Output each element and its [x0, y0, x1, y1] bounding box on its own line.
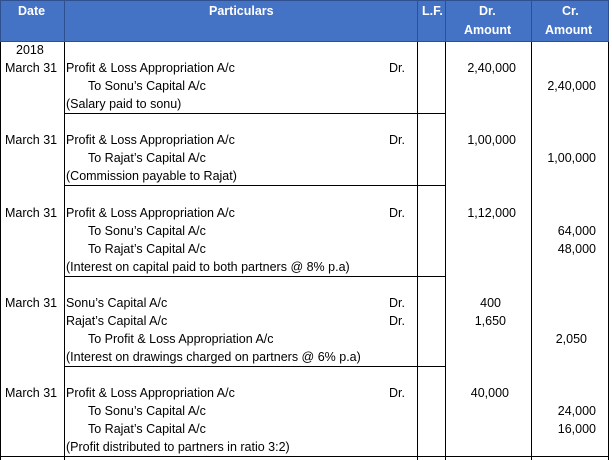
- dr-amount: 400: [480, 296, 501, 310]
- border-lf: [445, 42, 446, 460]
- entry-debit-account: Profit & Loss Appropriation A/c: [66, 61, 235, 75]
- dr-amount: 1,12,000: [467, 206, 516, 220]
- dr-mark: Dr.: [389, 133, 405, 147]
- entry-debit-account: Sonu’s Capital A/c: [66, 296, 168, 310]
- entry-debit-account: Profit & Loss Appropriation A/c: [66, 386, 235, 400]
- entry-narration: (Commission payable to Rajat): [66, 169, 237, 183]
- entry-debit-account: Profit & Loss Appropriation A/c: [66, 206, 235, 220]
- dr-amount: 40,000: [470, 386, 509, 400]
- border-left: [0, 42, 1, 460]
- dr-mark: Dr.: [389, 386, 405, 400]
- dr-amount: 1,00,000: [467, 133, 516, 147]
- dr-mark: Dr.: [389, 61, 405, 75]
- header-cr: Cr.: [562, 4, 579, 18]
- entry-date: March 31: [5, 133, 58, 147]
- entry-narration: (Salary paid to sonu): [66, 97, 182, 111]
- entry-separator: [64, 276, 445, 277]
- entry-date: March 31: [5, 61, 58, 75]
- header-particulars-cell: [64, 0, 418, 42]
- header-cr-amount: Amount: [545, 23, 593, 37]
- entry-credit-account: To Sonu’s Capital A/c: [88, 224, 206, 238]
- border-dr: [531, 42, 532, 460]
- entry-credit-account: To Sonu’s Capital A/c: [88, 79, 206, 93]
- dr-mark: Dr.: [389, 314, 405, 328]
- entry-narration: (Interest on drawings charged on partners @ 6% p.a): [66, 350, 361, 364]
- cr-amount: 24,000: [557, 404, 596, 418]
- cr-amount: 2,40,000: [547, 79, 596, 93]
- cr-amount: 16,000: [557, 422, 596, 436]
- header-lf: L.F.: [422, 4, 443, 18]
- entry-credit-account: To Rajat’s Capital A/c: [88, 151, 206, 165]
- entry-debit-account: Rajat’s Capital A/c: [66, 314, 168, 328]
- header-date: Date: [18, 4, 46, 18]
- entry-narration: (Profit distributed to partners in ratio 3:2): [66, 440, 290, 454]
- entry-credit-account: To Rajat’s Capital A/c: [88, 422, 206, 436]
- cr-amount: 1,00,000: [547, 151, 596, 165]
- entry-separator: [64, 185, 445, 186]
- header-dr: Dr.: [479, 4, 496, 18]
- entry-date: March 31: [5, 386, 58, 400]
- entry-credit-account: To Sonu’s Capital A/c: [88, 404, 206, 418]
- border-particulars: [417, 42, 418, 460]
- dr-amount: 2,40,000: [467, 61, 516, 75]
- header-dr-amount: Amount: [464, 23, 512, 37]
- dr-amount: 1,650: [474, 314, 506, 328]
- border-date: [64, 42, 65, 460]
- cr-amount: 64,000: [557, 224, 596, 238]
- entry-date: March 31: [5, 206, 58, 220]
- entry-date: March 31: [5, 296, 58, 310]
- entry-credit-account: To Rajat’s Capital A/c: [88, 242, 206, 256]
- cr-amount: 2,050: [555, 332, 587, 346]
- entry-debit-account: Profit & Loss Appropriation A/c: [66, 133, 235, 147]
- border-bottom: [0, 456, 609, 457]
- entry-separator: [64, 366, 445, 367]
- header-dr-cell: [445, 0, 532, 42]
- entry-separator: [64, 113, 445, 114]
- dr-mark: Dr.: [389, 296, 405, 310]
- cr-amount: 48,000: [557, 242, 596, 256]
- border-right: [608, 42, 609, 460]
- header-date-cell: [0, 0, 65, 42]
- header-particulars: Particulars: [209, 4, 274, 18]
- entry-narration: (Interest on capital paid to both partners @ 8% p.a): [66, 260, 350, 274]
- entry-credit-account: To Profit & Loss Appropriation A/c: [88, 332, 274, 346]
- dr-mark: Dr.: [389, 206, 405, 220]
- year-label: 2018: [16, 43, 44, 57]
- header-cr-cell: [531, 0, 609, 42]
- header-lf-cell: [417, 0, 446, 42]
